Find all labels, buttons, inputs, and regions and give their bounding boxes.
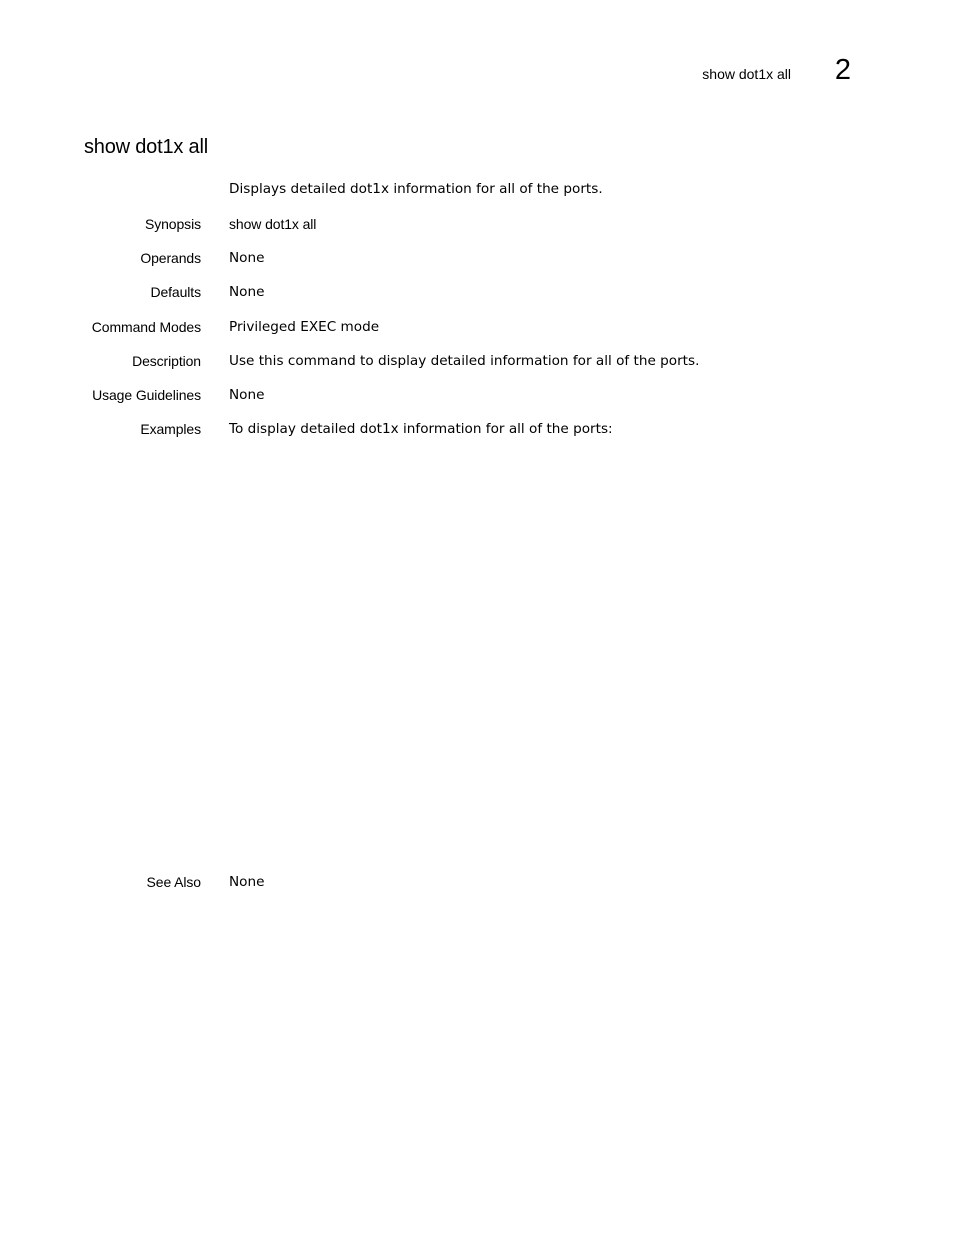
field-value: show dot1x all — [229, 216, 317, 232]
field-defaults — [0, 282, 954, 302]
field-value: Privileged EXEC mode — [229, 319, 380, 335]
field-usage-guidelines — [0, 385, 954, 405]
field-value: Use this command to display detailed information for all of the ports. — [229, 353, 700, 369]
field-synopsis — [0, 214, 954, 234]
field-description — [0, 351, 954, 371]
field-value: None — [229, 284, 265, 300]
field-label: Synopsis — [144, 216, 201, 232]
field-label: Usage Guidelines — [92, 387, 201, 403]
field-examples — [0, 419, 954, 439]
field-operands — [0, 248, 954, 268]
field-command-modes — [0, 317, 954, 337]
intro-text: Displays detailed dot1x information for all of the ports. — [229, 181, 603, 197]
field-value: None — [229, 387, 265, 403]
field-value: None — [229, 874, 265, 890]
field-label: Operands — [140, 250, 201, 266]
intro-row — [0, 179, 954, 199]
page-title: show dot1x all — [84, 136, 208, 158]
field-see-also — [0, 872, 954, 892]
field-label: Command Modes — [91, 319, 201, 335]
field-label: Examples — [140, 421, 201, 437]
field-label: Description — [132, 353, 201, 369]
field-label: Defaults — [150, 284, 201, 300]
running-title: show dot1x all — [702, 66, 791, 82]
field-value: None — [229, 250, 265, 266]
chapter-number: 2 — [834, 54, 852, 86]
field-value: To display detailed dot1x information for all of the ports: — [229, 421, 613, 437]
field-label: See Also — [146, 874, 201, 890]
